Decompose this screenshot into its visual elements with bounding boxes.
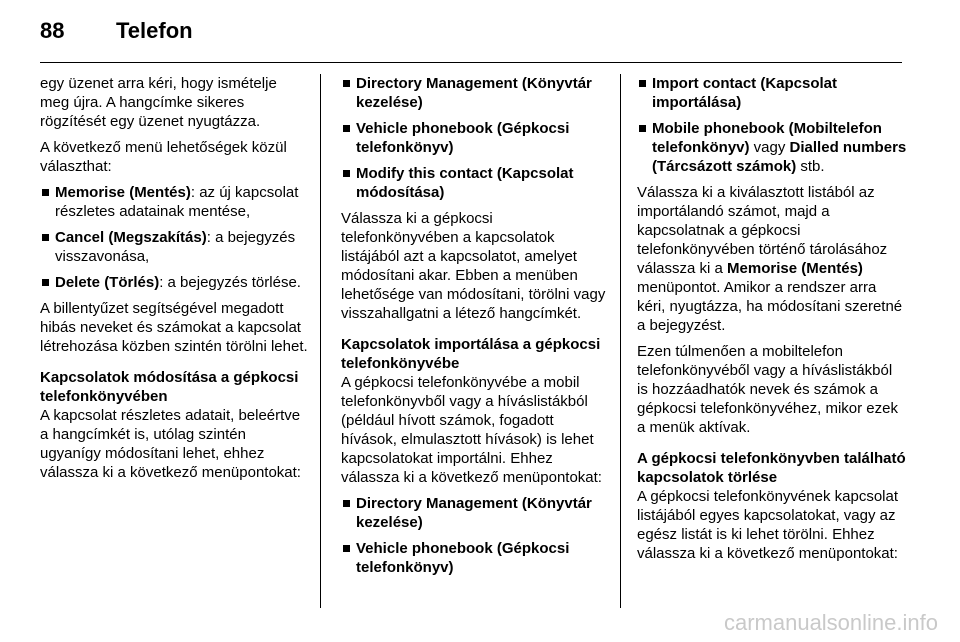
list-item [341, 494, 613, 532]
column-divider-2 [620, 74, 621, 608]
paragraph: egy üzenet arra kéri, hogy ismételje meg újra. A hangcímke sikeres rögzítését egy üzenet nyugtázza. [40, 75, 277, 130]
menu-option-name: Cancel (Megszakítás) [55, 229, 207, 246]
list-item [341, 164, 613, 202]
bullet-list [341, 494, 613, 577]
list-item [341, 119, 613, 157]
section-heading: Kapcsolatok importálása a gépkocsi telefonkönyvébe [341, 336, 601, 372]
header-divider [40, 62, 902, 63]
menu-option-name: Dialled numbers (Tárcsázott számok) [652, 139, 907, 175]
page-title: Telefon [116, 18, 193, 43]
menu-option-name: Memorise (Mentés) [727, 260, 863, 277]
column-divider-1 [320, 74, 321, 608]
menu-option-name: Directory Management (Könyvtár kezelése) [356, 75, 592, 111]
menu-option-name: Memorise (Mentés) [55, 184, 191, 201]
bullet-list [341, 74, 613, 202]
menu-option-name: Mobile phonebook (Mobiltelefon telefonkönyv) [652, 120, 882, 156]
list-item [637, 119, 907, 176]
menu-option-description: : a bejegyzés visszavonása, [55, 229, 296, 265]
paragraph: Ezen túlmenően a mobiltelefon telefonkönyvéből vagy a híváslistákból is hozzáadhatók nevek és számok a gépkocsi telefonkönyvéhez, mikor ezek a menük aktívak. [637, 343, 898, 436]
list-item [341, 539, 613, 577]
paragraph-text: menüpontot. Amikor a rendszer arra kéri, nyugtázza, ha módosítani szeretné a bejegyzést. [637, 279, 903, 334]
paragraph: A gépkocsi telefonkönyvébe a mobil telefonkönyvből vagy a híváslistákból (például hívott számok, fogadott hívások, elmulasztott hívások) is lehet kapcsolatokat importálni. Ehhez válassza ki a következő menüpontokat: [341, 374, 602, 486]
connector-text: vagy [749, 139, 790, 156]
section-heading: A gépkocsi telefonkönyvben található kapcsolatok törlése [637, 450, 906, 486]
paragraph: Válassza ki a gépkocsi telefonkönyvében a kapcsolatok listájából azt a kapcsolatot, amelyet módosítani akar. Ebben a menüben lehetősége van módosítani, törölni vagy visszahallgatni a létező hangcímkét. [341, 210, 606, 322]
paragraph: A billentyűzet segítségével megadott hibás neveket és számokat a kapcsolat létrehozása közben szintén törölni lehet. [40, 300, 308, 355]
column-1 [40, 74, 308, 489]
menu-option-description: : az új kapcsolat részletes adatainak mentése, [55, 184, 299, 220]
column-3 [637, 74, 907, 570]
list-item [341, 74, 613, 112]
page-number: 88 [40, 18, 65, 43]
paragraph-text: Válassza ki a kiválasztott listából az importálandó számot, majd a kapcsolatnak a gépkocsi telefonkönyvében történő tárolásához válassza ki a [637, 184, 888, 277]
menu-option-name: Import contact (Kapcsolat importálása) [652, 75, 838, 111]
paragraph [637, 183, 907, 335]
list-item [40, 183, 308, 221]
column-2 [341, 74, 613, 584]
list-item [637, 74, 907, 112]
bullet-list [40, 183, 308, 292]
watermark: carmanualsonline.info [723, 610, 938, 635]
bullet-list [637, 74, 907, 176]
menu-option-name: Vehicle phonebook (Gépkocsi telefonkönyv) [356, 540, 570, 576]
list-item [40, 273, 308, 292]
paragraph: A kapcsolat részletes adatait, beleértve a hangcímkét is, utólag szintén ugyanígy módosítani lehet, ehhez válassza ki a következő menüpontokat: [40, 407, 301, 481]
paragraph: A gépkocsi telefonkönyvének kapcsolat listájából egyes kapcsolatokat, vagy az egész listát is ki lehet törölni. Ehhez válassza ki a következő menüpontokat: [637, 488, 898, 562]
list-item [40, 228, 308, 266]
paragraph: A következő menü lehetőségek közül választhat: [40, 139, 287, 175]
connector-text: stb. [796, 158, 825, 175]
menu-option-name: Modify this contact (Kapcsolat módosítása) [356, 165, 574, 201]
menu-option-name: Directory Management (Könyvtár kezelése) [356, 495, 592, 531]
menu-option-description: : a bejegyzés törlése. [159, 274, 301, 291]
menu-option-name: Delete (Törlés) [55, 274, 160, 291]
section-heading: Kapcsolatok módosítása a gépkocsi telefonkönyvében [40, 369, 299, 405]
menu-option-name: Vehicle phonebook (Gépkocsi telefonkönyv) [356, 120, 570, 156]
